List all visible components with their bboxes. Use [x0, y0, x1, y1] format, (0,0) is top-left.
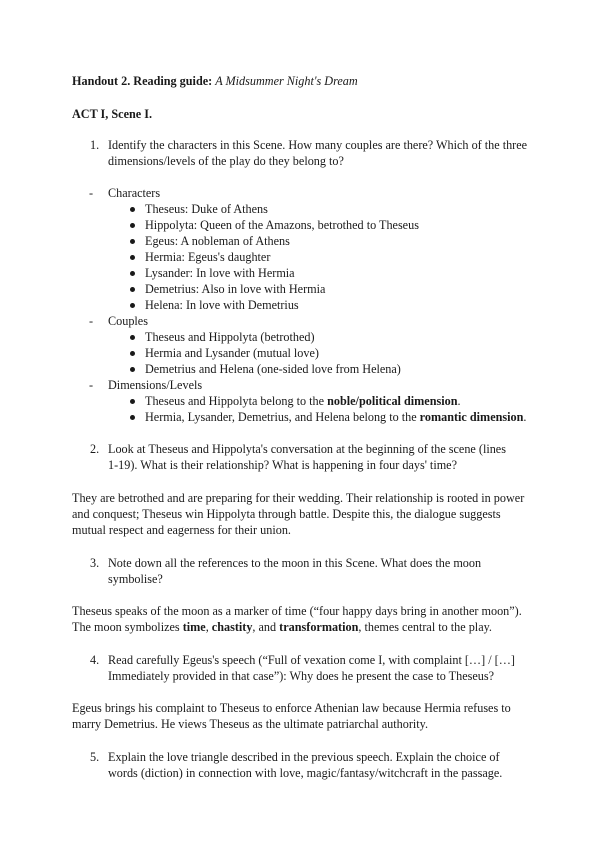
- couple-item: Theseus and Hippolyta (betrothed): [145, 330, 315, 344]
- bullet-icon: [130, 255, 135, 260]
- dimension-text: Theseus and Hippolyta belong to the: [145, 394, 328, 408]
- theme-chastity: chastity: [211, 620, 253, 634]
- question-4-line-1: Read carefully Egeus's speech (“Full of vexation come I, with complaint […] / […]: [108, 653, 515, 667]
- answer-2-line-3: mutual respect and eagerness for their union.: [72, 523, 291, 537]
- character-item: Lysander: In love with Hermia: [145, 266, 295, 280]
- question-3-number: 3.: [90, 556, 100, 570]
- theme-transformation: transformation: [279, 620, 359, 634]
- bullet-icon: [130, 351, 135, 356]
- bullet-icon: [130, 271, 135, 276]
- answer-text: , and: [252, 620, 280, 634]
- bullet-icon: [130, 367, 135, 372]
- answer-text: , themes central to the play.: [358, 620, 492, 634]
- question-2-number: 2.: [90, 442, 100, 456]
- answer-4-line-1: Egeus brings his complaint to Theseus to enforce Athenian law because Hermia refuses to: [72, 701, 511, 715]
- bullet-icon: [130, 207, 135, 212]
- question-4-line-2: Immediately provided in that case”): Why does he present the case to Theseus?: [108, 669, 495, 683]
- bullet-icon: [130, 399, 135, 404]
- dash-marker: -: [89, 378, 94, 392]
- character-item: Egeus: A nobleman of Athens: [145, 234, 290, 248]
- answer-3-line-2: [72, 619, 492, 635]
- answer-3-line-1: Theseus speaks of the moon as a marker of time (“four happy days bring in another moon”).: [72, 604, 522, 618]
- character-item: Helena: In love with Demetrius: [145, 298, 299, 312]
- question-5-line-1: Explain the love triangle described in the previous speech. Explain the choice of: [108, 750, 500, 764]
- answer-2-line-1: They are betrothed and are preparing for their wedding. Their relationship is rooted in power: [72, 491, 525, 505]
- character-item: Demetrius: Also in love with Hermia: [145, 282, 326, 296]
- romantic-dimension: romantic dimension: [419, 410, 524, 424]
- question-1-line-2: dimensions/levels of the play do they belong to?: [108, 154, 344, 168]
- bullet-icon: [130, 303, 135, 308]
- question-1-number: 1.: [90, 138, 100, 152]
- section-heading: ACT I, Scene I.: [72, 107, 153, 121]
- question-3-line-1: Note down all the references to the moon in this Scene. What does the moon: [108, 556, 482, 570]
- couple-item: Hermia and Lysander (mutual love): [145, 346, 319, 360]
- bullet-icon: [130, 415, 135, 420]
- answer-4-line-2: marry Demetrius. He views Theseus as the ultimate patriarchal authority.: [72, 717, 429, 731]
- question-5-line-2: words (diction) in connection with love, magic/fantasy/witchcraft in the passage.: [108, 766, 503, 780]
- character-item: Hippolyta: Queen of the Amazons, betrothed to Theseus: [145, 218, 419, 232]
- work-title: A Midsummer Night's Dream: [215, 74, 358, 88]
- answer-text: The moon symbolizes: [72, 620, 183, 634]
- handout-title: [72, 73, 358, 89]
- character-item: Theseus: Duke of Athens: [145, 202, 268, 216]
- question-3-line-2: symbolise?: [108, 572, 163, 586]
- question-2-line-2: 1-19). What is their relationship? What is happening in four days' time?: [108, 458, 458, 472]
- dash-marker: -: [89, 314, 94, 328]
- answer-2-line-2: and conquest; Theseus win Hippolyta through battle. Despite this, the dialogue suggests: [72, 507, 501, 521]
- dash-marker: -: [89, 186, 94, 200]
- character-item: Hermia: Egeus's daughter: [145, 250, 271, 264]
- dimension-item-noble: [145, 393, 461, 409]
- bullet-icon: [130, 287, 135, 292]
- title-label: Handout 2. Reading guide:: [72, 74, 213, 88]
- dimension-item-romantic: [145, 409, 526, 425]
- dimension-text: .: [457, 394, 461, 408]
- dimension-text: Hermia, Lysander, Demetrius, and Helena belong to the: [145, 410, 420, 424]
- question-2-line-1: Look at Theseus and Hippolyta's conversation at the beginning of the scene (lines: [108, 442, 506, 456]
- dimensions-heading: Dimensions/Levels: [108, 378, 203, 392]
- characters-heading: Characters: [108, 186, 161, 200]
- bullet-icon: [130, 239, 135, 244]
- question-5-number: 5.: [90, 750, 100, 764]
- couples-heading: Couples: [108, 314, 148, 328]
- noble-political-dimension: noble/political dimension: [327, 394, 458, 408]
- question-4-number: 4.: [90, 653, 100, 667]
- bullet-icon: [130, 223, 135, 228]
- answer-text: ,: [205, 620, 212, 634]
- theme-time: time: [182, 620, 206, 634]
- couple-item: Demetrius and Helena (one-sided love from Helena): [145, 362, 401, 376]
- question-1-line-1: Identify the characters in this Scene. How many couples are there? Which of the three: [108, 138, 528, 152]
- dimension-text: .: [523, 410, 527, 424]
- bullet-icon: [130, 335, 135, 340]
